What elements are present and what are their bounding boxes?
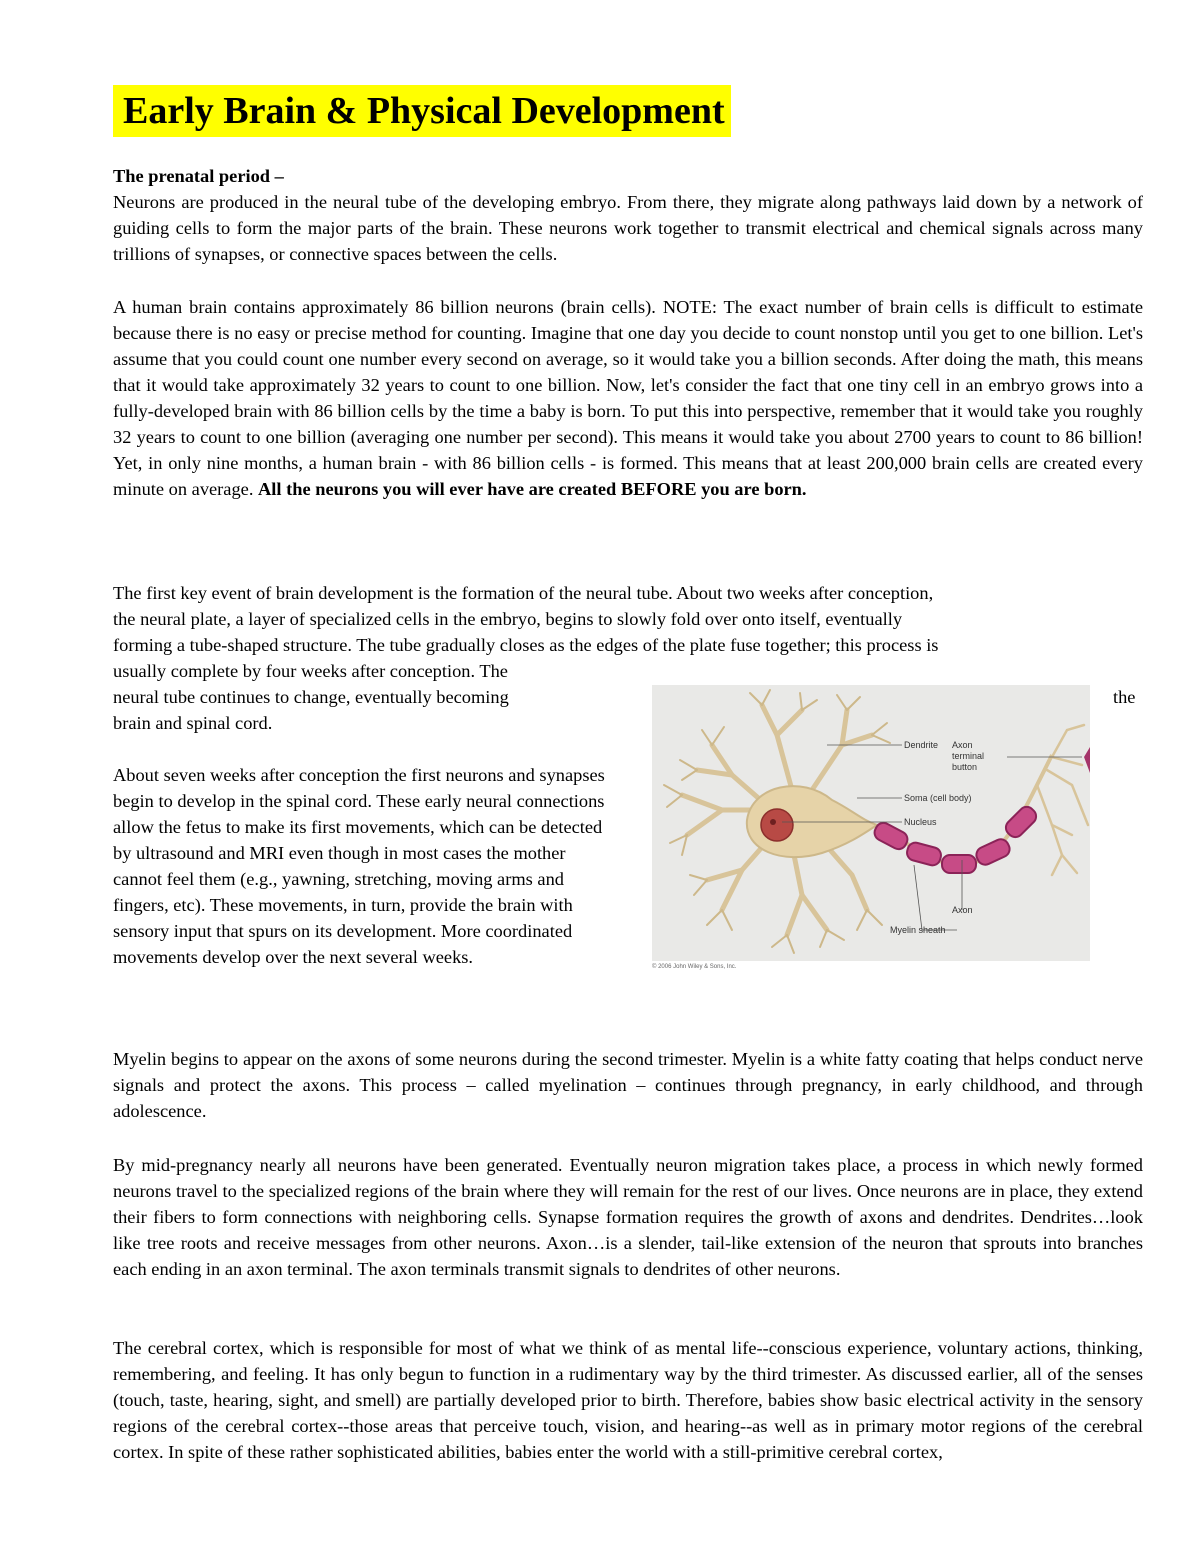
section-heading: The prenatal period –: [113, 166, 284, 186]
paragraph-cerebral-cortex: [113, 1335, 1143, 1465]
paragraph-neurons-produced: Neurons are produced in the neural tube of the developing embryo. From there, they migrate along pathways laid down by a network of guiding cells to form the major parts of the brain. These neurons work together to transmit electrical and chemical signals across many trillions of synapses, or connective spaces between the cells.: [113, 192, 1143, 264]
paragraph-myelin: [113, 1046, 1143, 1124]
paragraph-text: The cerebral cortex, which is responsible for most of what we think of as mental life--conscious experience, voluntary actions, thinking, remembering, and feeling. It has only begun to function in a rudimentary way by the third trimester. As discussed earlier, all of the senses (touch, taste, hearing, sight, and smell) are partially developed prior to birth. Therefore, babies show basic electrical activity in the sensory regions of the cerebral cortex--those areas that perceive touch, vision, and hearing--as well as in primary motor regions of the cerebral cortex. In spite of these rather sophisticated abilities, babies enter the world with a still-primitive cerebral cortex,: [113, 1338, 1143, 1462]
label-axon-terminal-2: terminal: [952, 751, 985, 761]
label-dendrite: Dendrite: [904, 740, 939, 750]
paragraph-86-billion: [113, 294, 1143, 502]
page-title: Early Brain & Physical Development: [113, 85, 731, 137]
paragraph-text: A human brain contains approximately 86 billion neurons (brain cells). NOTE: The exact number of brain cells is difficult to estimate because there is no easy or precise method for counting. Imagine that one day you decide to count nonstop until you get to one billion. Let's assume that you could count one number every second on average, so it would take you a billion seconds. After doing the math, this means that it would take approximately 32 years to count to one billion. Now, let's consider the fact that one tiny cell in an embryo grows into a fully-developed brain with 86 billion cells by the time a baby is born. To put this into perspective, remember that it would take you roughly 32 years to count to one billion (averaging one number per second). This means it would take you about 2700 years to count to 86 billion! Yet, in only nine months, a human brain - with 86 billion cells - is formed. This means that at least 200,000 brain cells are created every minute on average.: [113, 297, 1143, 499]
text-line: brain and spinal cord.: [113, 713, 273, 733]
section-prenatal: [113, 163, 1143, 267]
paragraph-mid-pregnancy: [113, 1152, 1143, 1282]
text-line-end: the: [1113, 687, 1136, 707]
label-axon-terminal-1: Axon: [952, 740, 973, 750]
text-line: usually complete by four weeks after conception. The: [113, 661, 508, 681]
label-soma: Soma (cell body): [904, 793, 972, 803]
text-line: neural tube continues to change, eventually becoming: [113, 687, 509, 707]
paragraph-neural-tube: [113, 580, 1143, 684]
text-line: the neural plate, a layer of specialized cells in the embryo, begins to slowly fold over onto itself, eventually: [113, 609, 903, 629]
text-line: forming a tube-shaped structure. The tube gradually closes as the edges of the plate fuse together; this process is: [113, 635, 939, 655]
bold-statement: All the neurons you will ever have are created BEFORE you are born.: [258, 479, 807, 499]
paragraph-seven-weeks: [113, 762, 613, 970]
text-line: The first key event of brain development is the formation of the neural tube. About two weeks after conception,: [113, 583, 934, 603]
label-axon: Axon: [952, 905, 973, 915]
label-nucleus: Nucleus: [904, 817, 937, 827]
label-axon-terminal-3: button: [952, 762, 978, 772]
figure-copyright: © 2006 John Wiley & Sons, Inc.: [652, 964, 737, 970]
label-myelin-sheath: Myelin sheath: [890, 925, 946, 935]
paragraph-text: About seven weeks after conception the first neurons and synapses begin to develop in the spinal cord. These early neural connections allow the fetus to make its first movements, which can be detected by ultrasound and MRI even though in most cases the mother cannot feel them (e.g., yawning, stretching, moving arms and fingers, etc). These movements, in turn, provide the brain with sensory input that spurs on its development. More coordinated movements develop over the next several weeks.: [113, 765, 605, 967]
paragraph-text: Myelin begins to appear on the axons of some neurons during the second trimester. Myelin is a white fatty coating that helps conduct nerve signals and protect the axons. This process – called myelination – continues through pregnancy, in early childhood, and through adolescence.: [113, 1049, 1143, 1121]
neuron-diagram: [652, 685, 1090, 961]
paragraph-text: By mid-pregnancy nearly all neurons have been generated. Eventually neuron migration takes place, a process in which newly formed neurons travel to the specialized regions of the brain where they will remain for the rest of our lives. Once neurons are in place, they extend their fibers to form connections with neighboring cells. Synapse formation requires the growth of axons and dendrites. Dendrites…look like tree roots and receive messages from other neurons. Axon…is a slender, tail-like extension of the neuron that sprouts into branches each ending in an axon terminal. The axon terminals transmit signals to dendrites of other neurons.: [113, 1155, 1143, 1279]
